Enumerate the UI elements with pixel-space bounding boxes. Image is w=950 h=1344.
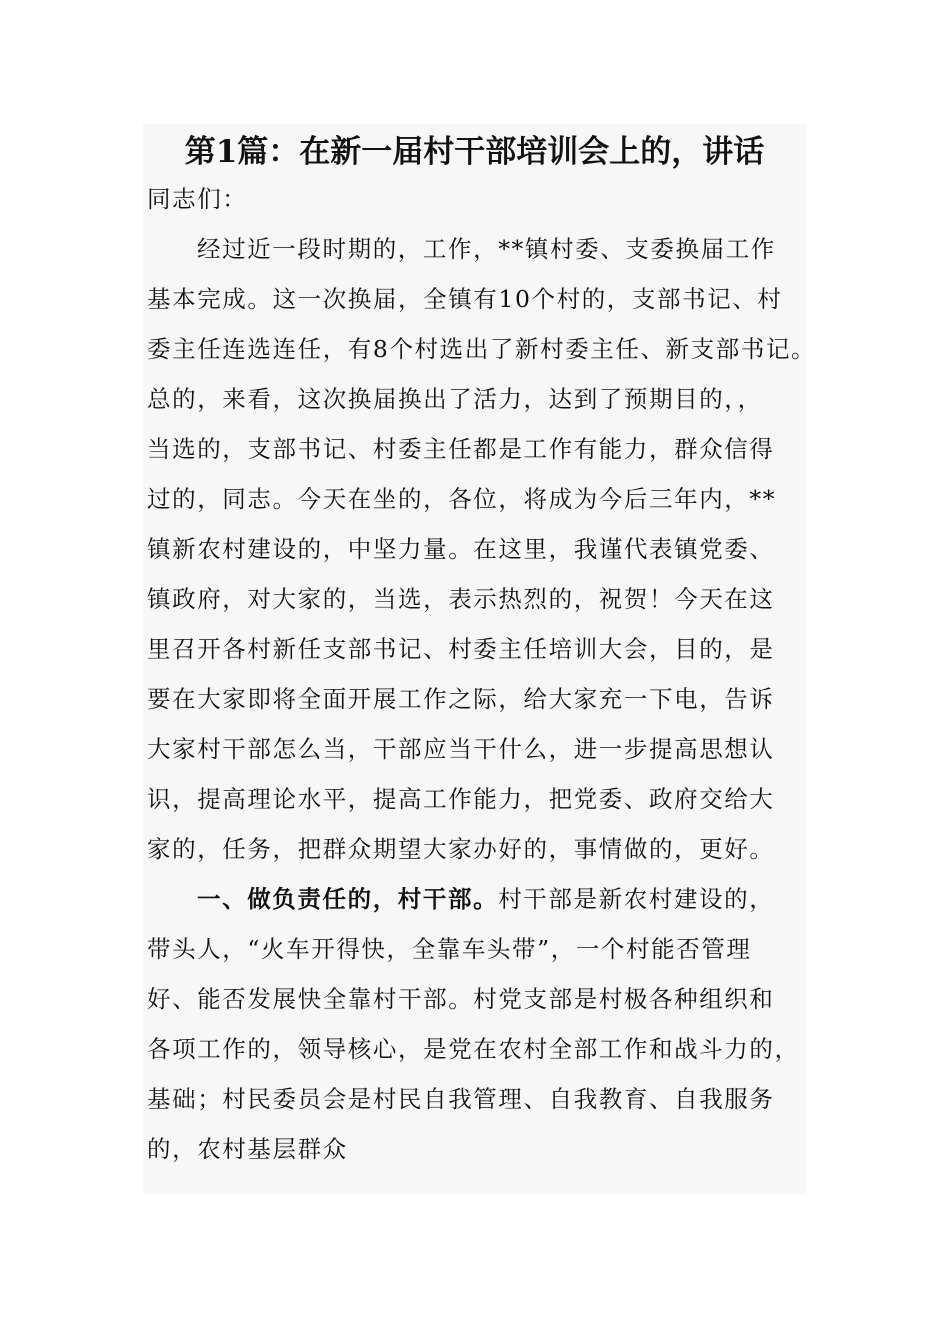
- section-1-first-line-text: 村干部是新农村建设的，: [498, 885, 775, 913]
- paragraph-line: 经过近一段时期的，工作，**镇村委、支委换届工作: [197, 235, 776, 263]
- paragraph-line: 要在大家即将全面开展工作之际，给大家充一下电，告诉: [147, 685, 775, 713]
- paragraph-line: 大家村干部怎么当，干部应当干什么，进一步提高思想认: [147, 735, 775, 763]
- document-title: 第1篇：在新一届村干部培训会上的，讲话: [184, 134, 765, 170]
- paragraph-line: 镇新农村建设的，中坚力量。在这里，我谨代表镇党委、: [147, 535, 775, 563]
- section-1-first-line: [147, 874, 807, 924]
- paragraph-line: 过的，同志。今天在坐的，各位，将成为今后三年内，**: [147, 485, 777, 513]
- paragraph-line: 家的，任务，把群众期望大家办好的，事情做的，更好。: [147, 835, 775, 863]
- paragraph-line: 好、能否发展快全靠村干部。村党支部是村极各种组织和: [147, 985, 775, 1013]
- paragraph-line: 基础；村民委员会是村民自我管理、自我教育、自我服务: [147, 1085, 775, 1113]
- paragraph-line: 委主任连选连任，有8个村选出了新村委主任、新支部书记。: [147, 335, 817, 363]
- paragraph-line: 带头人，“火车开得快，全靠车头带”，一个村能否管理: [147, 935, 752, 963]
- section-1-heading: 一、做负责任的，村干部。: [197, 885, 499, 913]
- paragraph-line: 识，提高理论水平，提高工作能力，把党委、政府交给大: [147, 785, 775, 813]
- paragraph-line: 当选的，支部书记、村委主任都是工作有能力，群众信得: [147, 435, 775, 463]
- paragraph-line: 总的，来看，这次换届换出了活力，达到了预期目的，，: [147, 385, 763, 413]
- paragraph-line: 各项工作的，领导核心，是党在农村全部工作和战斗力的，: [147, 1035, 800, 1063]
- salutation: 同志们：: [147, 185, 248, 213]
- paragraph-line: 的，农村基层群众: [147, 1135, 348, 1163]
- paragraph-line: 镇政府，对大家的，当选，表示热烈的，祝贺！今天在这: [147, 585, 775, 613]
- document-body: [147, 174, 817, 1174]
- paragraph-line: 基本完成。这一次换届，全镇有10个村的，支部书记、村: [147, 285, 783, 313]
- paragraph-line: 里召开各村新任支部书记、村委主任培训大会，目的，是: [147, 635, 775, 663]
